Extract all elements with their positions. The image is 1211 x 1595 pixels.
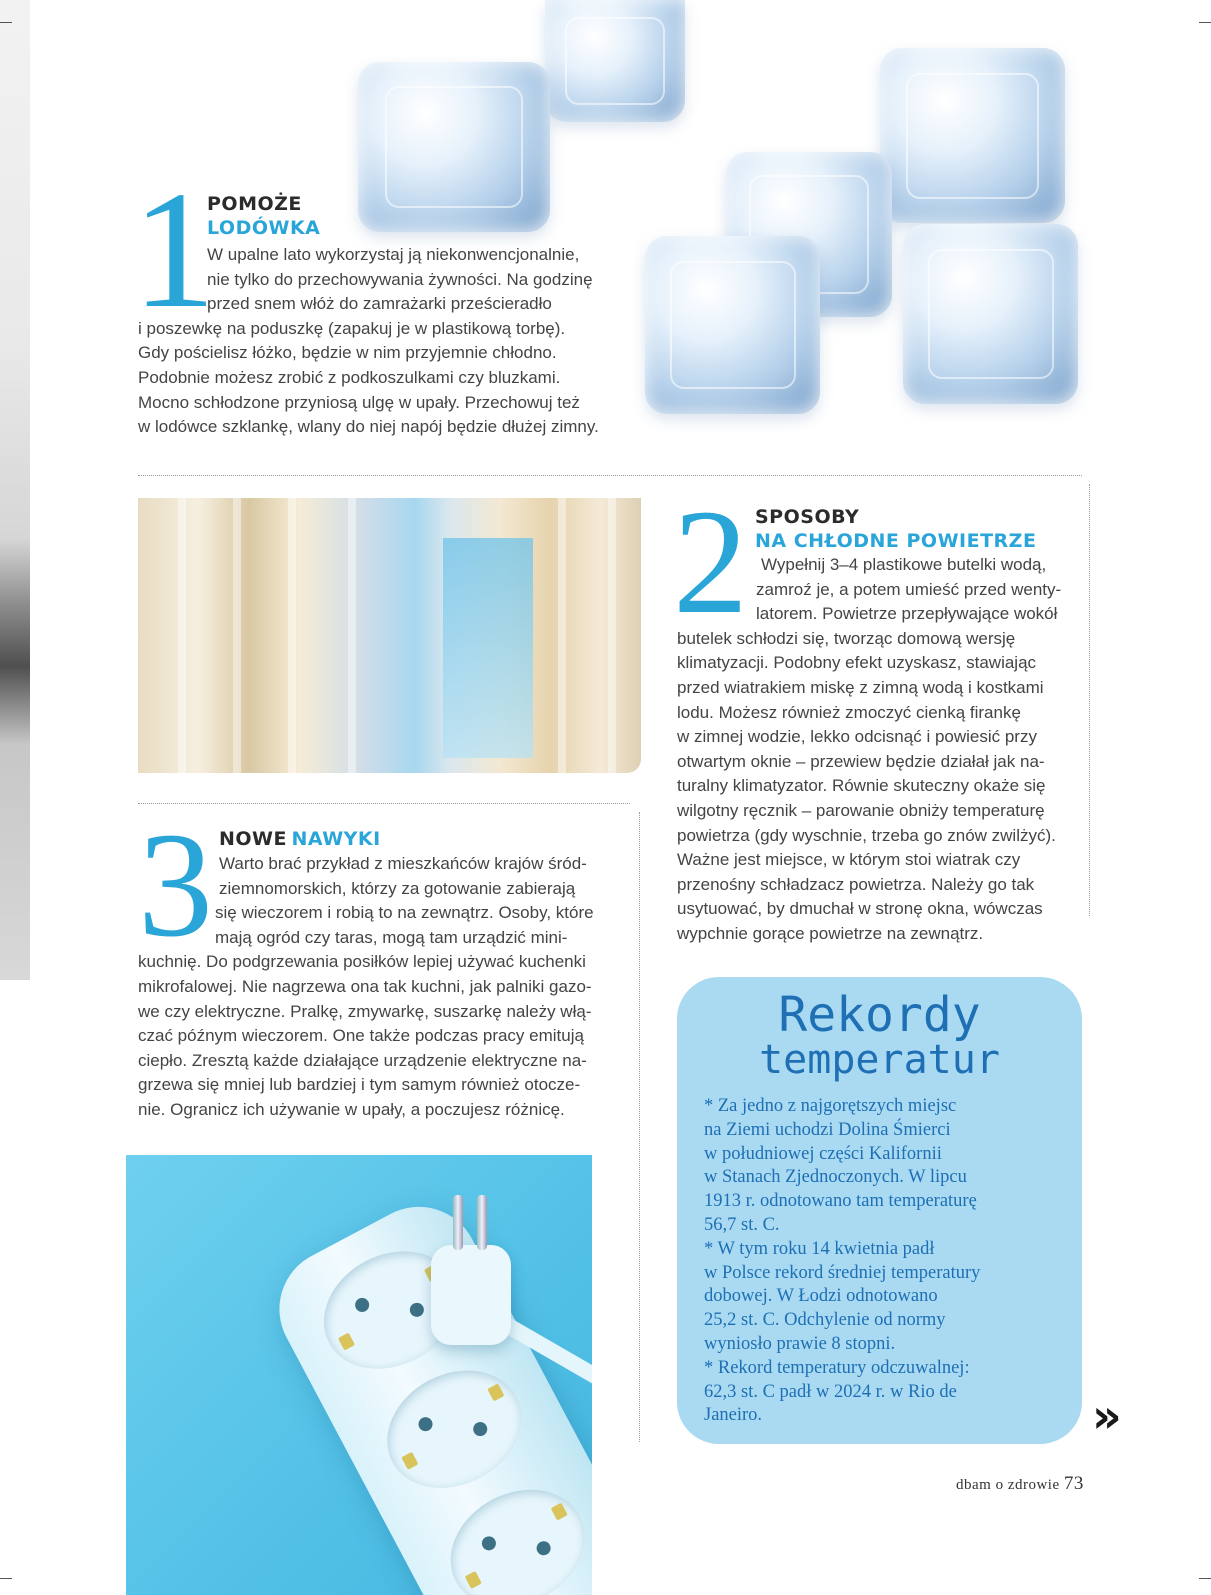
section-number: 1 xyxy=(132,157,216,343)
section-number: 2 xyxy=(673,479,748,645)
section-heading: NOWE NAWYKI xyxy=(219,828,381,850)
crop-mark xyxy=(1199,1578,1211,1579)
page-footer xyxy=(956,1473,1084,1495)
section-heading: SPOSOBY xyxy=(755,506,860,528)
section-body: W upalne lato wykorzystaj ją niekonwencjonalnie, nie tylko do przechowywania żywności. Na godzinę przed snem włóż do zamrażarki prześcieradło i poszewkę na poduszkę (zapakuj je w plastikową torbę). Gdy pościelisz łóżko, będzie w nim przyjemnie chłodno. Podobnie możesz zrobić z podkoszulkami czy bluzkami. Mocno schłodzone przyniosą ulgę w upały. Przechowuj też w lodówce szklankę, wlany do niej napój będzie dłużej zimny. xyxy=(138,245,599,437)
crop-mark xyxy=(0,22,12,23)
records-body: * Za jedno z najgorętszych miejsc na Ziemi uchodzi Dolina Śmierci w południowej części Kalifornii w Stanach Zjednoczonych. W lipcu 1913 r. odnotowano tam temperaturę 56,7 st. C. * W tym roku 14 kwietnia padł w Polsce rekord średniej temperatury dobowej. W Łodzi odnotowano 25,2 st. C. Odchylenie od normy wyniosło prawie 8 stopni. * Rekord temperatury odczuwalnej: 62,3 st. C padł w 2024 r. w Rio de Janeiro. xyxy=(704,1096,981,1426)
crop-mark xyxy=(1199,22,1211,23)
records-box xyxy=(677,977,1082,1444)
records-subtitle: temperatur xyxy=(759,1037,1000,1083)
records-title: Rekordy xyxy=(778,987,981,1043)
section-subheading: LODÓWKA xyxy=(207,217,321,239)
divider xyxy=(639,812,640,1442)
magazine-name: dbam o zdrowie xyxy=(956,1477,1060,1493)
section-subheading: NA CHŁODNE POWIETRZE xyxy=(755,530,1037,552)
section-body: Wypełnij 3–4 plastikowe butelki wodą, zamroź je, a potem umieść przed wenty- latorem. Powietrze przepływające wokół butelek schłodzi się, tworząc domową wersję klimatyzacji. Podobny efekt uzyskasz, stawiając przed wiatrakiem miskę z zimną wodą i kostkami lodu. Możesz również zmoczyć cienką firankę w zimnej wodzie, lekko odcisnąć i powiesić przy otwartym oknie – przewiew będzie działał jak na- turalny klimatyzator. Równie skuteczny okaże się wilgotny ręcznik – parowanie obniży temperaturę powietrza (gdy wyschnie, trzeba go znów zwilżyć). Ważne jest miejsce, w którym stoi wiatrak czy przenośny schładzacz powietrza. Należy go tak usytuować, by dmuchał w stronę okna, wówczas wypchnie gorące powietrze na zewnątrz. xyxy=(677,555,1062,943)
power-strip-photo xyxy=(126,1155,592,1595)
left-edge-photo xyxy=(0,0,30,980)
section-number: 3 xyxy=(138,802,213,968)
next-page-arrow-icon[interactable]: » xyxy=(1092,1389,1122,1443)
curtain-window-photo xyxy=(138,498,641,773)
divider xyxy=(138,475,1082,476)
page-number: 73 xyxy=(1063,1473,1084,1494)
crop-mark xyxy=(0,1578,12,1579)
section-heading: POMOŻE xyxy=(207,193,302,215)
section-body: Warto brać przykład z mieszkańców krajów śród- ziemnomorskich, którzy za gotowanie zabierają się wieczorem i robią to na zewnątrz. Osoby, które mają ogród czy taras, mogą tam urządzić mini- kuchnię. Do podgrzewania posiłków lepiej używać kuchenki mikrofalowej. Nie nagrzewa ona tak kuchni, jak palniki gazo- we czy elektryczne. Pralkę, zmywarkę, suszarkę należy włą- czać późnym wieczorem. One także podczas pracy emitują ciepło. Zresztą każde działające urządzenie elektryczne na- grzewa się mniej lub bardziej i tym samym również otocze- nie. Ogranicz ich używanie w upały, a poczujesz różnicę. xyxy=(138,854,594,1119)
